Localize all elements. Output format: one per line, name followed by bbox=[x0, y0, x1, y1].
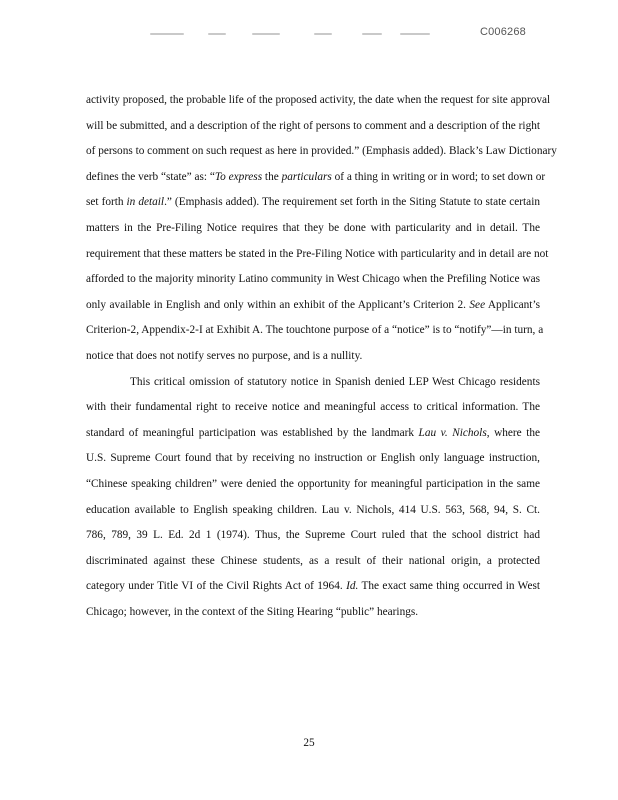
faint-header-mark bbox=[208, 33, 226, 35]
faint-header-mark bbox=[400, 33, 430, 35]
text-line: will be submitted, and a description of the right of persons to comment and a description of the right bbox=[86, 119, 540, 132]
text-line: only available in English and only within an exhibit of the Applicant’s Criterion 2. See Applicant’s bbox=[86, 298, 540, 311]
text-line: Criterion-2, Appendix-2-I at Exhibit A. The touchtone purpose of a “notice” is to “notify”—in turn, a bbox=[86, 324, 544, 337]
text-line: requirement that these matters be stated in the Pre-Filing Notice with particularity and in detail are not bbox=[86, 247, 549, 260]
text-line: set forth in detail.” (Emphasis added). The requirement set forth in the Siting Statute to state certain bbox=[86, 196, 540, 209]
text-line: This critical omission of statutory notice in Spanish denied LEP West Chicago residents bbox=[130, 375, 540, 388]
paragraph-2 bbox=[86, 370, 540, 626]
text-line: of persons to comment on such request as here in provided.” (Emphasis added). Black’s Law Dictionary bbox=[86, 145, 557, 158]
text-line: category under Title VI of the Civil Rights Act of 1964. Id. The exact same thing occurred in West bbox=[86, 580, 540, 593]
text-line: defines the verb “state” as: “To express the particulars of a thing in writing or in word; to set down or bbox=[86, 170, 546, 183]
faint-header-mark bbox=[150, 33, 184, 35]
faint-header-mark bbox=[362, 33, 382, 35]
text-line: U.S. Supreme Court found that by receiving no instruction or English only language instruction, bbox=[86, 452, 540, 465]
text-line: “Chinese speaking children” were denied the opportunity for meaningful participation in the same bbox=[86, 477, 540, 490]
text-line: standard of meaningful participation was established by the landmark Lau v. Nichols, where the bbox=[86, 426, 541, 439]
text-line: matters in the Pre-Filing Notice requires that they be done with particularity and in detail. The bbox=[86, 221, 540, 234]
text-line: with their fundamental right to receive notice and meaningful access to critical information. The bbox=[86, 401, 540, 414]
text-line: education available to English speaking children. Lau v. Nichols, 414 U.S. 563, 568, 94, S. Ct. bbox=[86, 503, 540, 516]
text-line: activity proposed, the probable life of the proposed activity, the date when the request for site approval bbox=[86, 94, 551, 106]
text-line: Chicago; however, in the context of the Siting Hearing “public” hearings. bbox=[86, 605, 419, 618]
text-line: discriminated against these Chinese students, as a result of their national origin, a protected bbox=[86, 554, 540, 567]
faint-header-mark bbox=[252, 33, 280, 35]
text-line: notice that does not notify serves no purpose, and is a nullity. bbox=[86, 349, 363, 362]
bates-number: C006268 bbox=[479, 26, 526, 38]
text-line: 786, 789, 39 L. Ed. 2d 1 (1974). Thus, the Supreme Court ruled that the school district had bbox=[86, 529, 540, 542]
page-number: 25 bbox=[303, 737, 315, 749]
text-line: afforded to the majority minority Latino community in West Chicago when the Prefiling Notice was bbox=[86, 273, 540, 286]
document-body bbox=[86, 88, 557, 625]
page-header bbox=[0, 26, 618, 42]
faint-header-mark bbox=[314, 33, 332, 35]
paragraph-1 bbox=[86, 88, 557, 370]
